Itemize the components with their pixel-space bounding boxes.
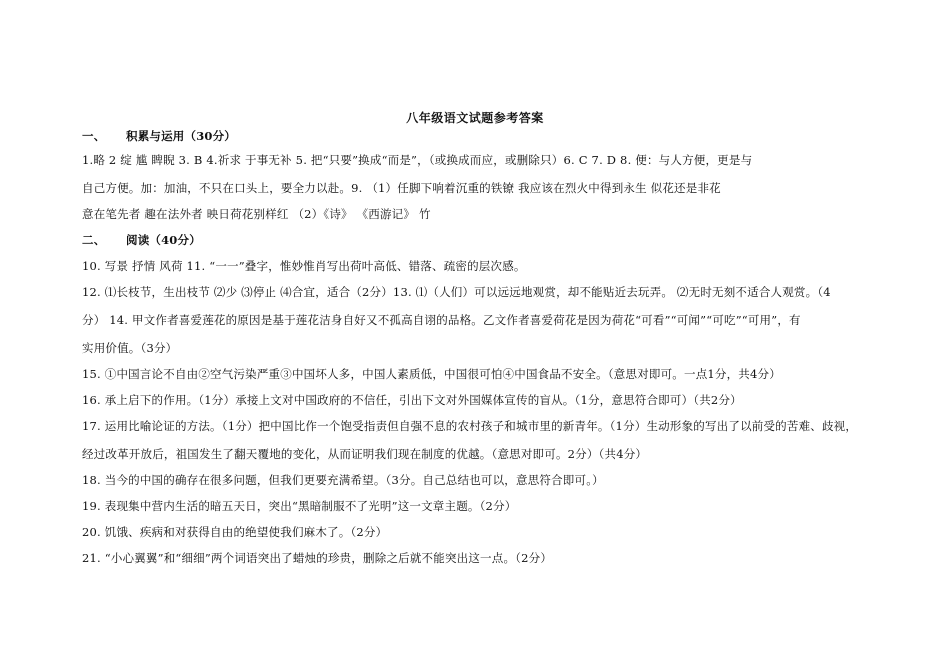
document-title: 八年级语文试题参考答案 — [406, 111, 544, 125]
section-heading-2 — [82, 232, 201, 248]
answer-line: 意在笔先者 趣在法外者 映日荷花别样红 （2）《诗》 《西游记》 竹 — [82, 207, 431, 221]
answer-line: 12. ⑴长枝节，生出枝节 ⑵少 ⑶停止 ⑷合宜，适合（2分）13. ⑴（人们）可以远远地观赏，却不能贴近去玩弄。 ⑵无时无刻不适合人观赏。（4 — [82, 285, 831, 299]
section-heading-1 — [82, 128, 236, 144]
answer-line: 18. 当今的中国的确存在很多问题，但我们更要充满希望。（3分。自己总结也可以，意思符合即可。） — [82, 473, 604, 487]
section-number: 一、 — [82, 129, 106, 143]
answer-line: 自己方便。加：加油，不只在口头上，要全力以赴。9. （1）任脚下响着沉重的铁镣 我应该在烈火中得到永生 似花还是非花 — [82, 181, 721, 195]
answer-line: 20. 饥饿、疾病和对获得自由的绝望使我们麻木了。（2分） — [82, 525, 388, 539]
section-title: 阅读（40分） — [126, 233, 201, 247]
answer-line: 经过改革开放后，祖国发生了翻天覆地的变化，从而证明我们现在制度的优越。（意思对即可。2分）（共4分） — [82, 447, 648, 461]
answer-line: 15. ①中国言论不自由②空气污染严重③中国坏人多，中国人素质低，中国很可怕④中国食品不安全。（意思对即可。一点1分，共4分） — [82, 367, 781, 381]
answer-line: 21. “小心翼翼”和“细细”两个词语突出了蜡烛的珍贵，删除之后就不能突出这一点。（2分） — [82, 551, 553, 565]
answer-line: 实用价值。（3分） — [82, 341, 178, 355]
section-title: 积累与运用（30分） — [126, 129, 237, 143]
answer-line: 16. 承上启下的作用。（1分）承接上文对中国政府的不信任，引出下文对外国媒体宣传的盲从。（1分，意思符合即可）（共2分） — [82, 393, 742, 407]
answer-line: 17. 运用比喻论证的方法。（1分）把中国比作一个饱受指责但自强不息的农村孩子和城市里的新青年。（1分）生动形象的写出了以前受的苦难、歧视， — [82, 419, 858, 433]
section-number: 二、 — [82, 233, 106, 247]
answer-line: 10. 写景 抒情 风荷 11. “一一”叠字，惟妙惟肖写出荷叶高低、错落、疏密的层次感。 — [82, 259, 526, 273]
answer-line: 1.略 2 绽 尴 睥睨 3. B 4.祈求 于事无补 5. 把“只要”换成“而是”，（或换成而应，或删除只）6. C 7. D 8. 便：与人方便，更是与 — [82, 153, 753, 167]
answer-line: 分） 14. 甲文作者喜爱莲花的原因是基于莲花洁身自好又不孤高自诩的品格。乙文作者喜爱荷花是因为荷花“可看”“可闻”“可吃”“可用”，有 — [82, 313, 801, 327]
answer-line: 19. 表现集中营内生活的暗五天日，突出“黑暗制服不了光明”这一文章主题。（2分） — [82, 499, 517, 513]
